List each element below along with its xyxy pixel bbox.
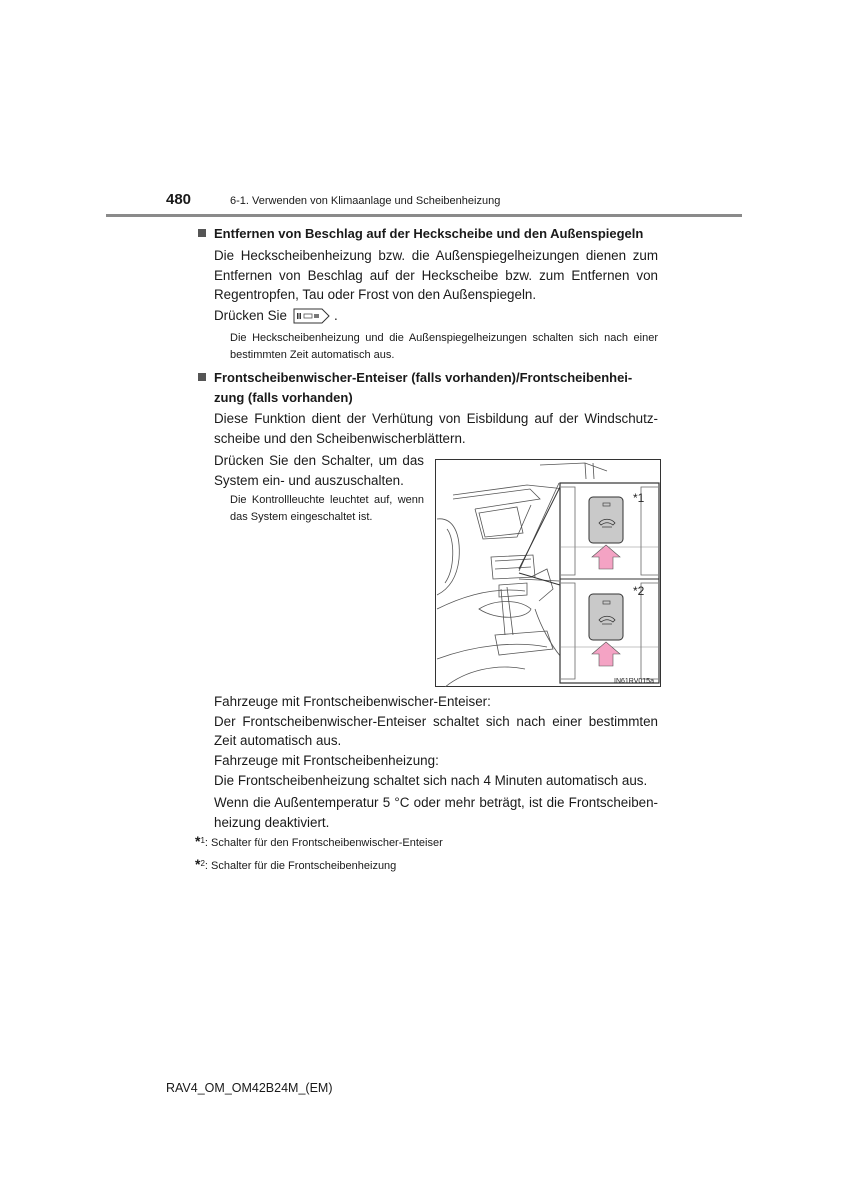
chapter-title: 6-1. Verwenden von Klimaanlage und Scheibenheizung: [230, 195, 501, 207]
bullet-square-icon: [198, 373, 206, 381]
press-instruction: Drücken Sie .: [214, 308, 338, 323]
section2-paragraph: Diese Funktion dient der Verhütung von Eisbildung auf der Windschutz-scheibe und den Scheibenwischerblättern.: [214, 411, 658, 446]
bullet-square-icon: [198, 229, 206, 237]
dashboard-illustration: [435, 459, 661, 687]
footnote-2: *$^2$: Schalter für die Frontscheibenheizung: [195, 856, 397, 872]
section2-heading: Frontscheibenwischer-Enteiser (falls vorhanden)/Frontscheibenhei- zung (falls vorhanden): [198, 368, 660, 408]
document-code: RAV4_OM_OM42B24M_(EM): [166, 1081, 333, 1095]
callout-1: *1: [633, 491, 645, 505]
footnote-1: *$^1$: Schalter für den Frontscheibenwischer-Enteiser: [195, 833, 443, 849]
rear-defogger-button-icon: [293, 308, 331, 324]
switch-instruction: Drücken Sie den Schalter, um das System ein- und auszuschalten.: [214, 453, 424, 488]
temperature-note: Wenn die Außentemperatur 5 °C oder mehr beträgt, ist die Frontscheiben-heizung deaktiviert.: [214, 795, 658, 830]
section1-heading: Entfernen von Beschlag auf der Heckscheibe und den Außenspiegeln: [198, 224, 660, 244]
figure-id: IN61RV015a: [614, 678, 654, 685]
callout-2: *2: [633, 584, 645, 598]
section1-paragraph: Die Heckscheibenheizung bzw. die Außenspiegelheizungen dienen zum Entfernen von Beschlag auf der Heckscheibe bzw. zum Entfernen von Regentropfen, Tau oder Frost von den Außenspiegeln.: [214, 248, 658, 302]
heater-block: Fahrzeuge mit Frontscheibenheizung: Die Frontscheibenheizung schaltet sich nach 4 Minuten automatisch aus.: [214, 753, 648, 788]
section1-note: Die Heckscheibenheizung und die Außenspiegelheizungen schalten sich nach einer bestimmten Zeit automatisch aus.: [230, 332, 658, 361]
indicator-note: Die Kontrollleuchte leuchtet auf, wenn das System eingeschaltet ist.: [230, 494, 424, 523]
deicer-block: Fahrzeuge mit Frontscheibenwischer-Enteiser: Der Frontscheibenwischer-Enteiser schaltet sich nach einer bestimmten Zeit automatisch aus.: [214, 694, 658, 748]
header-rule: [106, 214, 742, 217]
page-number: 480: [166, 191, 192, 208]
wiper-deicer-switch: [589, 497, 623, 543]
